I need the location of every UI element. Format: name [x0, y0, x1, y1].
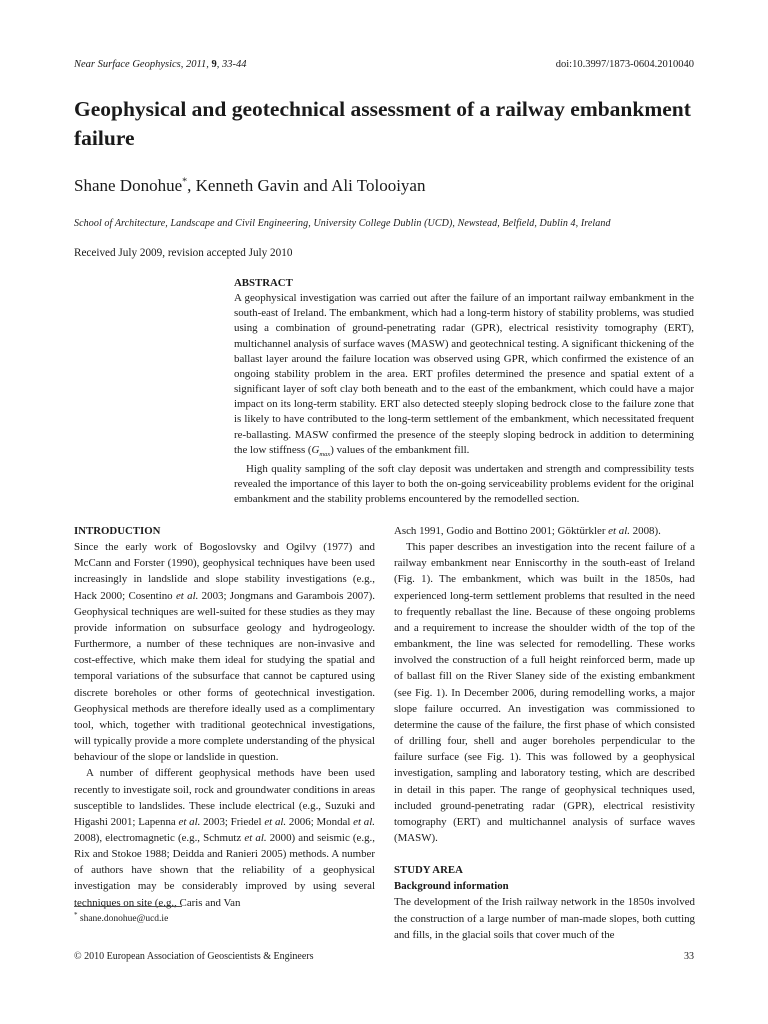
author-email: shane.donohue@ucd.ie	[79, 914, 169, 925]
body-paragraph: Asch 1991, Godio and Bottino 2001; Göktürkler et al. 2008).	[394, 525, 661, 537]
abstract-heading: ABSTRACT	[234, 277, 293, 289]
page-number: 33	[684, 951, 694, 962]
received-date: Received July 2009, revision accepted July 2010	[74, 247, 293, 259]
abstract-paragraph: High quality sampling of the soft clay deposit was undertaken and strength and compressibility tests revealed the importance of this layer to both the on-going serviceability problems evident for the original embankment and the stability problems encountered by the remodelled section.	[234, 463, 694, 506]
body-paragraph: The development of the Irish railway network in the 1850s involved the construction of a large number of man-made slopes, both cutting and fills, in the glacial soils that cover much of the	[394, 896, 695, 941]
copyright: © 2010 European Association of Geoscientists & Engineers	[74, 951, 314, 962]
left-column	[74, 523, 375, 911]
footnote	[74, 911, 168, 924]
gmax-symbol: $G_{max}$	[311, 443, 331, 458]
journal-name: Near Surface Geophysics, 2011,	[74, 59, 212, 70]
body-paragraph: Since the early work of Bogoslovsky and Ogilvy (1977) and McCann and Forster (1990), geophysical techniques have been used increasingly in landslide and slope stability investigations (e.g., Hack 2000; Cosentino et al. 2003; Jongmans and Garambois 2007). Geophysical techniques are well-suited for these studies as they may provide information on subsurface geology and hydrogeology. Furthermore, a number of these techniques are non-invasive and cost-effective, which make them ideal for studying the spatial and temporal variations of the subsurface that cannot be captured using discrete boreholes or other forms of geotechnical investigation. Geophysical methods are therefore ideally used as a complimentary tool, which, together with traditional geotechnical investigations, will typically provide a more complete understanding of the physical behaviour of the slope or landslide in question.	[74, 541, 376, 764]
article-title: Geophysical and geotechnical assessment of a railway embankment failure	[74, 97, 691, 150]
body-paragraph: A number of different geophysical methods have been used recently to investigate soil, rock and groundwater conditions in areas susceptible to landslides. These include electrical (e.g., Suzuki and Higashi 2001; Lapenna et al. 2003; Friedel et al. 2006; Mondal et al. 2008), electromagnetic (e.g., Schmutz et al. 2000) and seismic (e.g., Rix and Stokoe 1988; Deidda and Ranieri 2005) methods. A number of authors have shown that the reliability of a geophysical investigation may be considerably improved by using several techniques on site (e.g., Caris and Van	[74, 767, 376, 909]
author-list	[74, 176, 425, 196]
journal-citation	[74, 59, 246, 70]
body-paragraph: This paper describes an investigation into the recent failure of a railway embankment near Enniscorthy in the south-east of Ireland (Fig. 1). The embankment, which was built in the 1850s, had experienced long-term settlement problems that resulted in the need to frequently reballast the line. Because of these ongoing problems and a requirement to increase the shoulder width of the top of the embankment, the line was selected for remodelling. These works involved the construction of a full height reinforced berm, made up of ballast fill on the River Slaney side of the existing embankment (see Fig. 1). In December 2006, during remodelling works, a major slope failure occurred. An investigation was commissioned to determine the cause of the failure, the first phase of which consisted of drilling four, shell and auger boreholes perpendicular to the failure surface (see Fig. 1). This was followed by a geophysical investigation, sampling and laboratory testing, which are described in detail in this paper. The range of geophysical techniques used, included ground-penetrating radar (GPR), electrical resistivity tomography (ERT) and multichannel analysis of surface waves (MASW).	[394, 541, 695, 844]
other-authors: , Kenneth Gavin and Ali Tolooiyan	[187, 176, 426, 195]
journal-pages: , 33-44	[216, 59, 247, 70]
first-author: Shane Donohue	[74, 176, 183, 195]
doi: doi:10.3997/1873-0604.2010040	[555, 59, 694, 70]
corresponding-author-mark: *	[182, 176, 188, 188]
abstract	[234, 276, 694, 508]
right-column	[394, 523, 695, 943]
abstract-paragraph: A geophysical investigation was carried out after the failure of an important railway embankment in the south-east of Ireland. The embankment, which had a long-term history of stability problems, was studied using a combination of ground-penetrating radar (GPR), electrical resistivity tomography (ERT), multichannel analysis of surface waves (MASW) and geotechnical testing. A significant thickening of the ballast layer around the failure location was observed using GPR, which confirmed the existence of an ongoing stability problem in the area. ERT profiles determined the presence and spatial extent of a significant layer of soft clay both beneath and to the east of the embankment, which could have a major impact on its long-term stability. ERT also detected steeply sloping bedrock close to the failure zone that is likely to have contributed to the long-term settlement of the embankment, which necessitated frequent re-ballasting. MASW confirmed the presence of the steeply sloping bedrock in addition to determining the low stiffness $(G_{max})$ values of the embankment fill.	[234, 292, 694, 458]
journal-volume: 9	[211, 59, 217, 70]
section-heading-study-area: STUDY AREA	[394, 864, 463, 877]
affiliation: School of Architecture, Landscape and Civil Engineering, University College Dublin (UCD), Newstead, Belfield, Dublin 4, Ireland	[74, 218, 611, 229]
section-spacer	[394, 846, 695, 862]
footnote-mark: *	[74, 911, 78, 919]
subsection-heading: Background information	[394, 880, 509, 893]
footnote-divider	[74, 906, 182, 907]
section-heading-introduction: INTRODUCTION	[74, 525, 161, 537]
